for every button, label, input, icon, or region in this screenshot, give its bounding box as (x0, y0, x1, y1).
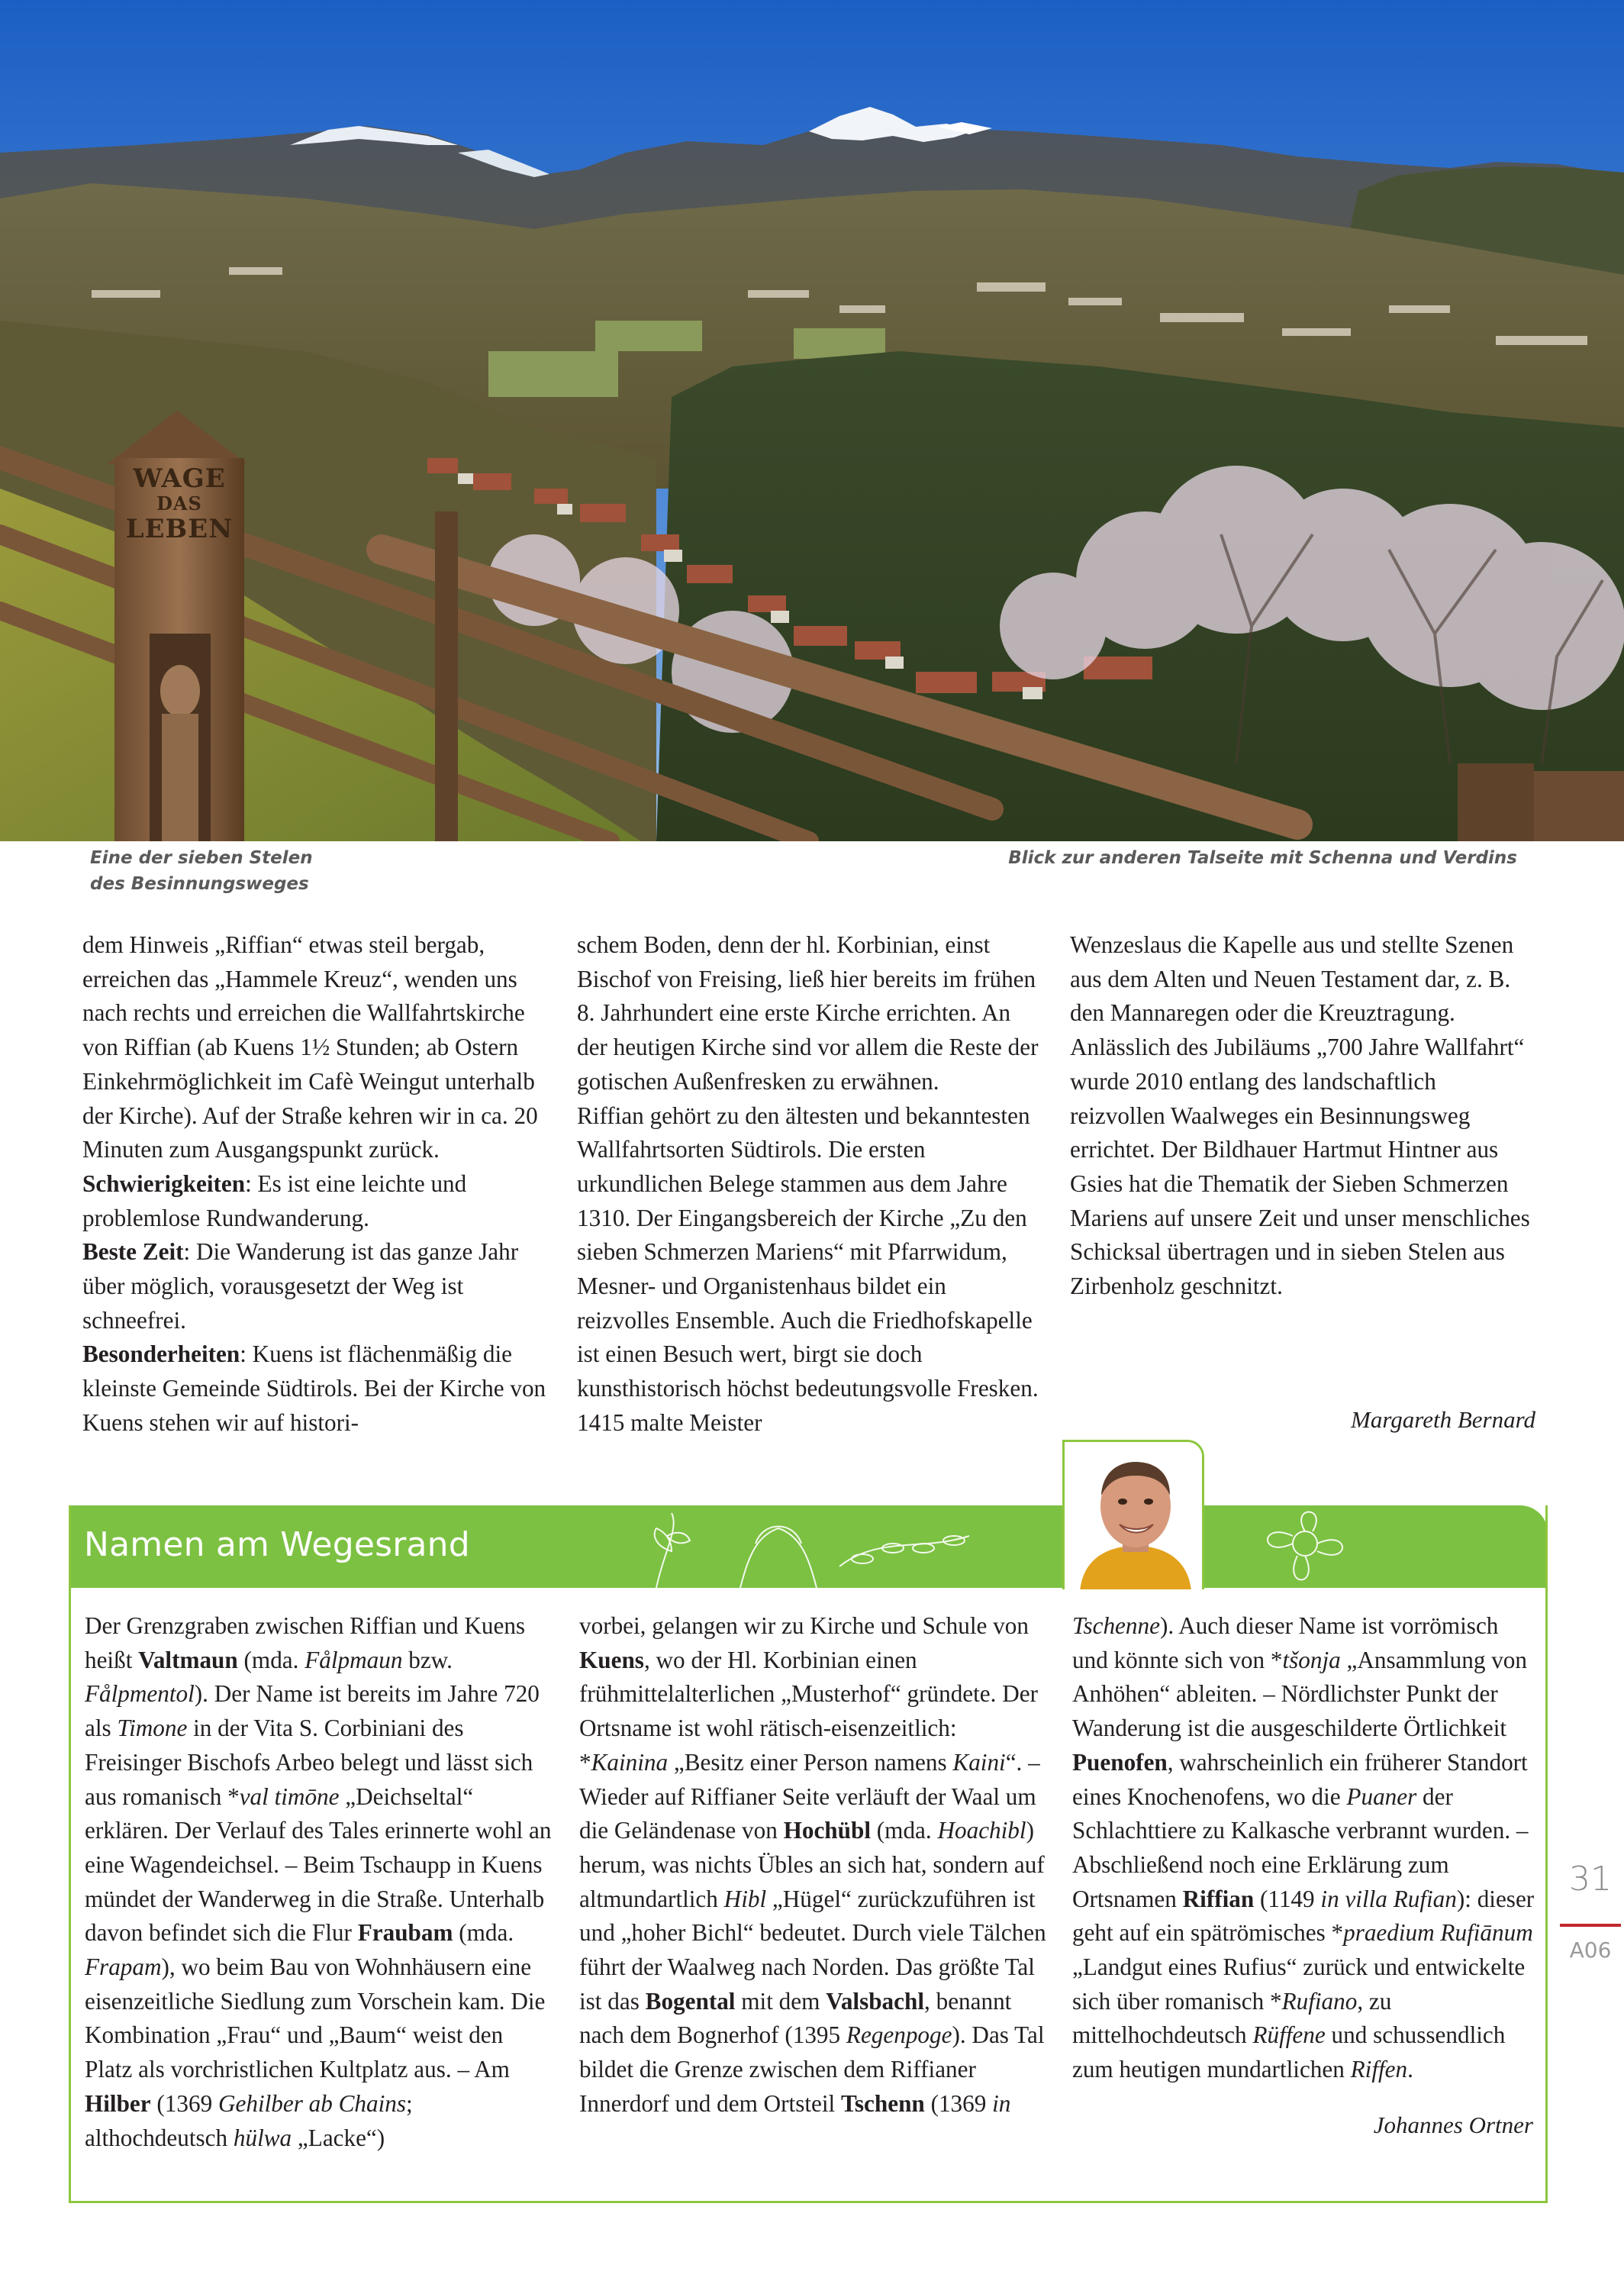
photo-caption-left (90, 845, 313, 897)
stele-line-2: DAS (156, 492, 202, 515)
stele-line-1: WAGE (133, 463, 226, 494)
hero-photo (0, 0, 1624, 841)
label-best-time: Beste Zeit (82, 1238, 184, 1266)
paragraph: Wenzeslaus die Kapelle aus und stellte Szenen aus dem Alten und Neuen Testament dar, z. B. den Mannaregen oder die Kreuztragung. (1070, 931, 1514, 1027)
page-number-rule (1560, 1924, 1621, 1927)
paragraph: dem Hinweis „Riffian“ etwas steil bergab, erreichen das „Hammele Kreuz“, wenden uns nach rechts und erreichen die Wallfahrtskirche von Riffian (ab Kuens 1½ Stunden; ab Ostern Einkehrmöglichkeit im Cafè Weingut unterhalb der Kirche). Auf der Straße kehren wir in ca. 20 Minuten zum Ausgangspunkt zurück. (82, 931, 538, 1163)
paragraph: Riffian gehört zu den ältesten und bekanntesten Wallfahrtsorten Südtirols. Die ersten urkundlichen Belege stammen aus dem Jahre 1310. Der Eingangsbereich der Kirche „Zu den sieben Schmerzen Mariens“ mit Pfarrwidum, Mesner- und Organistenhaus bildet ein reizvolles Ensemble. Auch die Friedhofskapelle ist einen Besuch wert, birgt sie doch kunsthistorisch höchst bedeutungsvolle Fresken. 1415 malte Meister (577, 1102, 1039, 1436)
article-author: Margareth Bernard (1351, 1406, 1535, 1433)
stele-inscription (114, 464, 244, 544)
label-difficulty: Schwierigkeiten (82, 1170, 246, 1197)
paragraph: Anlässlich des Jubiläums „700 Jahre Wallfahrt“ wurde 2010 entlang des landschaftlich reizvollen Waalweges ein Besinnungsweg errichtet. Der Bildhauer Hartmut Hintner aus Gsies hat die Thematik der Sieben Schmerzen Mariens auf unsere Zeit und unser menschliches Schicksal übertragen und in sieben Stelen aus Zirbenholz geschnitzt. (1070, 1034, 1530, 1300)
page-code: A06 (1569, 1937, 1612, 1963)
box-column-3: Tschenne). Auch dieser Name ist vorrömisch und könnte sich von *tšonja „Ansammlung von Anhöhen“ ableiten. – Nördlichster Punkt der Wanderung ist die ausgeschilderte Örtlichkeit Puenofen, wahrscheinlich ein früherer Standort eines Knochenofens, wo die Puaner der Schlachttiere zu Kalkasche verbrannt wurden. – Abschließend noch eine Erklärung zum Ortsnamen Riffian (1149 in villa Rufian): dieser geht auf ein spätrömisches *praedium Rufiānum „Landgut eines Rufius“ zurück und entwickelte sich über romanisch *Rufiano, zu mittelhochdeutsch Rüffene und schussendlich zum heutigen mundartlichen Riffen. (1072, 1612, 1535, 2083)
box-author: Johannes Ortner (1373, 2112, 1533, 2138)
stele-line-3: LEBEN (125, 514, 234, 544)
caption-left-line-1: Eine der sieben Stelen (90, 848, 313, 868)
paragraph-best-time: Beste Zeit: Die Wanderung ist das ganze Jahr über möglich, vorausgesetzt der Weg ist schneefrei. (82, 1238, 519, 1334)
photo-caption-right: Blick zur anderen Talseite mit Schenna und Verdins (1008, 848, 1517, 868)
paragraph-difficulty: Schwierigkeiten: Es ist eine leichte und problemlose Rundwanderung. (82, 1170, 467, 1231)
article-column-2 (577, 928, 1044, 1441)
box-column-2: vorbei, gelangen wir zu Kirche und Schule von Kuens, wo der Hl. Korbinian einen frühmittelalterlichen „Musterhof“ gründete. Der Ortsname ist wohl rätisch-eisenzeitlich: *Kainina „Besitz einer Person namens Kaini“. – Wieder auf Riffianer Seite verläuft der Waal um die Geländenase von Hochübl (mda. Hoachibl) herum, was nichts Übles an sich hat, sondern auf altmundartlich Hibl „Hügel“ zurückzuführen ist und „hoher Bichl“ bedeutet. Durch viele Tälchen führt der Waalweg nach Norden. Das größte Tal ist das Bogental mit dem Valsbachl, benannt nach dem Bognerhof (1395 Regenpoge). Das Tal bildet die Grenze zwischen dem Riffianer Innerdorf und dem Ortsteil Tschenn (1369 in (579, 1612, 1046, 2117)
box-column-1: Der Grenzgraben zwischen Riffian und Kuens heißt Valtmaun (mda. Fålpmaun bzw. Fålpmentol). Der Name ist bereits im Jahre 720 als Timone in der Vita S. Corbiniani des Freisinger Bischofs Arbeo belegt und lässt sich aus romanisch *val timōne „Deichseltal“ erklären. Der Verlauf des Tales erinnerte wohl an eine Wagendeichsel. – Beim Tschaupp in Kuens mündet der Wanderweg in die Straße. Unterhalb davon befindet sich die Flur Fraubam (mda. Frapam), wo beim Bau von Wohnhäusern eine eisenzeitliche Siedlung zum Vorschein kam. Die Kombination „Frau“ und „Baum“ weist den Platz als vorchristlichen Kultplatz aus. – Am Hilber (1369 Gehilber ab Chains; althochdeutsch hülwa „Lacke“) (85, 1612, 552, 2151)
caption-left-line-2: des Besinnungsweges (90, 874, 309, 894)
names-box (69, 1505, 1548, 2203)
article-column-1 (82, 928, 549, 1441)
paragraph-highlights: Besonderheiten: Kuens ist flächenmäßig die kleinste Gemeinde Südtirols. Bei der Kirche von Kuens stehen wir auf histori- (82, 1341, 546, 1436)
label-highlights: Besonderheiten (82, 1341, 240, 1368)
article-column-3 (1070, 928, 1537, 1304)
page-number: 31 (1569, 1860, 1612, 1899)
paragraph: schem Boden, denn der hl. Korbinian, einst Bischof von Freising, ließ hier bereits im frühen 8. Jahrhundert eine erste Kirche errichten. An der heutigen Kirche sind vor allem die Reste der gotischen Außenfresken zu erwähnen. (577, 931, 1039, 1095)
box-title: Namen am Wegesrand (84, 1525, 470, 1564)
